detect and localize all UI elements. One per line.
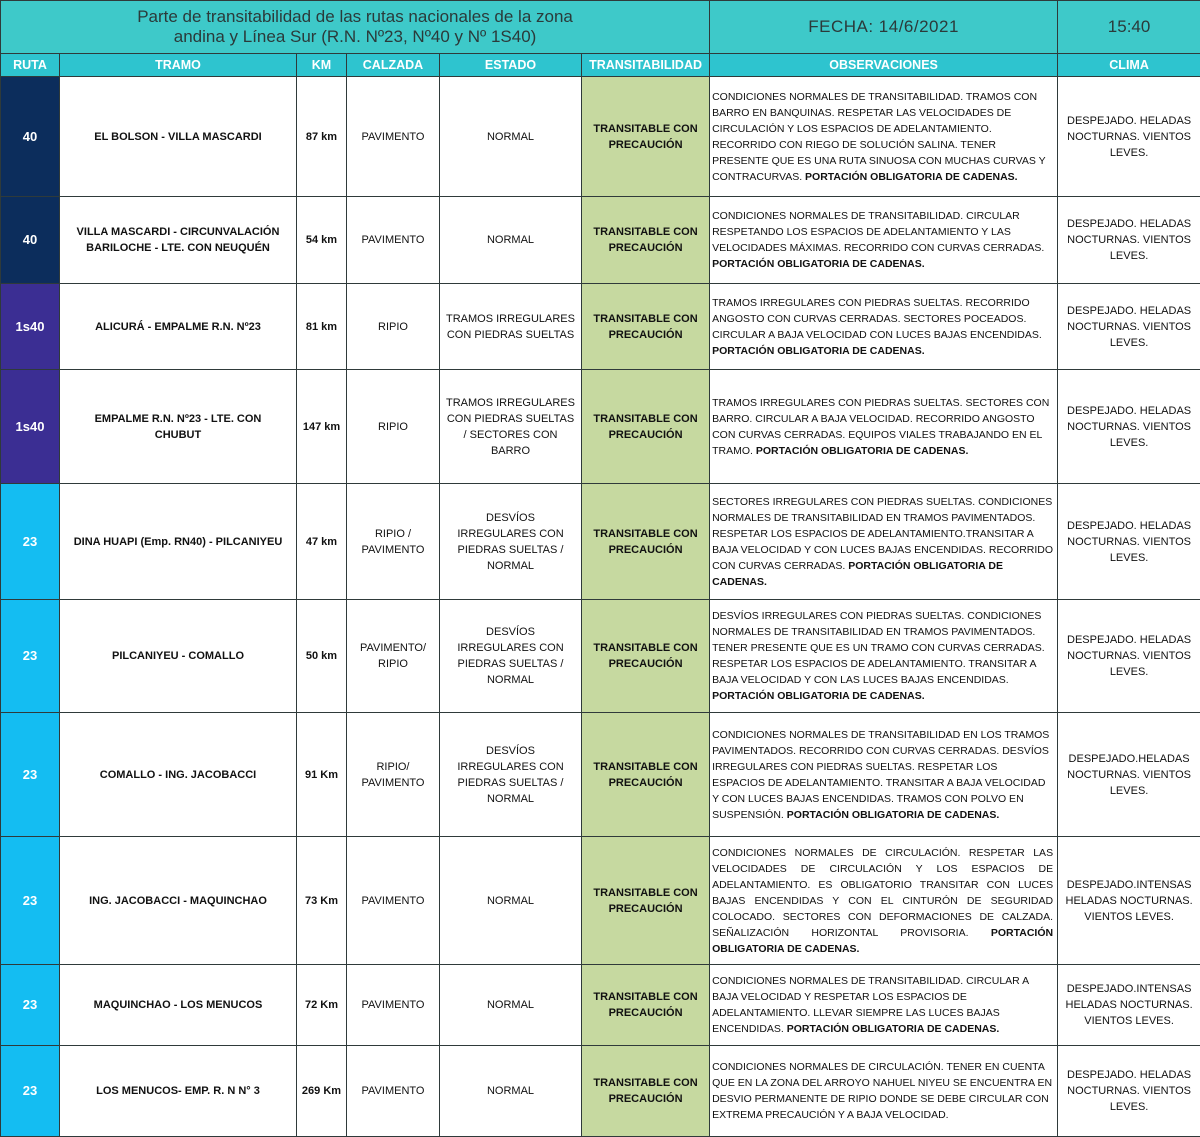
tramo-cell: ING. JACOBACCI - MAQUINCHAO [60,837,297,965]
observaciones-cell [710,600,1058,713]
table-row [1,1046,1200,1137]
observaciones-text: TRAMOS IRREGULARES CON PIEDRAS SUELTAS. SECTORES CON BARRO. CIRCULAR A BAJA VELOCIDAD. RECORRIDO ANGOSTO CON CURVAS CERRADAS. EQUIPOS VIALES TRABAJANDO EN EL TRAMO. [712,397,1049,457]
transitabilidad-cell: TRANSITABLE CON PRECAUCIÓN [582,600,710,713]
report-rows [1,77,1200,1137]
col-header-clima: CLIMA [1058,54,1200,77]
transitabilidad-cell: TRANSITABLE CON PRECAUCIÓN [582,484,710,600]
tramo-cell: DINA HUAPI (Emp. RN40) - PILCANIYEU [60,484,297,600]
clima-cell: DESPEJADO.INTENSAS HELADAS NOCTURNAS. VIENTOS LEVES. [1058,965,1200,1046]
col-header-observaciones: OBSERVACIONES [710,54,1058,77]
calzada-cell: RIPIO / PAVIMENTO [347,484,440,600]
table-row [1,713,1200,837]
km-cell: 91 Km [297,713,347,837]
report-time: 15:40 [1058,1,1200,54]
calzada-cell: PAVIMENTO/ RIPIO [347,600,440,713]
ruta-cell: 23 [1,713,60,837]
calzada-cell: PAVIMENTO [347,965,440,1046]
table-row [1,837,1200,965]
observaciones-text: TRAMOS IRREGULARES CON PIEDRAS SUELTAS. RECORRIDO ANGOSTO CON CURVAS CERRADAS. SECTORES POCEADOS. CIRCULAR A BAJA VELOCIDAD CON LUCES BAJAS ENCENDIDAS. [712,297,1042,341]
transitabilidad-cell: TRANSITABLE CON PRECAUCIÓN [582,965,710,1046]
calzada-cell: RIPIO [347,284,440,370]
tramo-cell: MAQUINCHAO - LOS MENUCOS [60,965,297,1046]
km-cell: 54 km [297,197,347,284]
observaciones-cell [710,837,1058,965]
estado-cell: NORMAL [440,77,582,197]
observaciones-cell [710,1046,1058,1137]
report-header [1,1,1200,54]
estado-cell: DESVÍOS IRREGULARES CON PIEDRAS SUELTAS / NORMAL [440,600,582,713]
transitabilidad-cell: TRANSITABLE CON PRECAUCIÓN [582,284,710,370]
tramo-cell: PILCANIYEU - COMALLO [60,600,297,713]
clima-cell: DESPEJADO. HELADAS NOCTURNAS. VIENTOS LEVES. [1058,284,1200,370]
estado-cell: NORMAL [440,837,582,965]
transitabilidad-cell: TRANSITABLE CON PRECAUCIÓN [582,1046,710,1137]
ruta-cell: 1s40 [1,284,60,370]
report-title-line1: Parte de transitabilidad de las rutas nacionales de la zona [137,7,573,26]
calzada-cell: RIPIO [347,370,440,484]
clima-cell: DESPEJADO. HELADAS NOCTURNAS. VIENTOS LEVES. [1058,197,1200,284]
observaciones-cell [710,370,1058,484]
transitabilidad-cell: TRANSITABLE CON PRECAUCIÓN [582,197,710,284]
estado-cell: TRAMOS IRREGULARES CON PIEDRAS SUELTAS / SECTORES CON BARRO [440,370,582,484]
tramo-cell: LOS MENUCOS- EMP. R. N N° 3 [60,1046,297,1137]
tramo-cell: EL BOLSON - VILLA MASCARDI [60,77,297,197]
table-row [1,370,1200,484]
observaciones-cell [710,197,1058,284]
clima-cell: DESPEJADO. HELADAS NOCTURNAS. VIENTOS LEVES. [1058,600,1200,713]
tramo-cell: COMALLO - ING. JACOBACCI [60,713,297,837]
estado-cell: NORMAL [440,197,582,284]
observaciones-text: DESVÍOS IRREGULARES CON PIEDRAS SUELTAS. CONDICIONES NORMALES DE TRANSITABILIDAD EN TRAMOS PAVIMENTADOS. TENER PRESENTE QUE ES UN TRAMO CON CURVAS CERRADAS. RESPETAR LOS ESPACIOS DE ADELANTAMIENTO. TRANSITAR A BAJA VELOCIDAD Y CON LAS LUCES BAJAS ENCENDIDAS. [712,610,1045,686]
observaciones-bold-text: PORTACIÓN OBLIGATORIA DE CADENAS. [787,1023,1000,1035]
table-row [1,965,1200,1046]
table-row [1,77,1200,197]
estado-cell: NORMAL [440,965,582,1046]
ruta-cell: 23 [1,1046,60,1137]
transitabilidad-cell: TRANSITABLE CON PRECAUCIÓN [582,77,710,197]
tramo-cell: VILLA MASCARDI - CIRCUNVALACIÓN BARILOCHE - LTE. CON NEUQUÉN [60,197,297,284]
observaciones-bold-text: PORTACIÓN OBLIGATORIA DE CADENAS. [712,690,925,702]
clima-cell: DESPEJADO. HELADAS NOCTURNAS. VIENTOS LEVES. [1058,77,1200,197]
estado-cell: DESVÍOS IRREGULARES CON PIEDRAS SUELTAS / NORMAL [440,484,582,600]
col-header-km: KM [297,54,347,77]
table-row [1,197,1200,284]
observaciones-cell [710,284,1058,370]
calzada-cell: PAVIMENTO [347,837,440,965]
ruta-cell: 40 [1,77,60,197]
estado-cell: NORMAL [440,1046,582,1137]
tramo-cell: ALICURÁ - EMPALME R.N. Nº23 [60,284,297,370]
table-row [1,484,1200,600]
ruta-cell: 1s40 [1,370,60,484]
km-cell: 50 km [297,600,347,713]
observaciones-bold-text: PORTACIÓN OBLIGATORIA DE CADENAS. [787,809,1000,821]
report-date: FECHA: 14/6/2021 [710,1,1058,54]
calzada-cell: PAVIMENTO [347,197,440,284]
clima-cell: DESPEJADO.HELADAS NOCTURNAS. VIENTOS LEVES. [1058,713,1200,837]
observaciones-cell [710,965,1058,1046]
observaciones-bold-text: PORTACIÓN OBLIGATORIA DE CADENAS. [712,560,1003,588]
observaciones-text: CONDICIONES NORMALES DE TRANSITABILIDAD EN LOS TRAMOS PAVIMENTADOS. RECORRIDO CON CURVAS CERRADAS. DESVÍOS IRREGULARES CON PIEDRAS SUELTAS. RESPETAR LOS ESPACIOS DE ADELANTAMIENTO. TRANSITAR A BAJA VELOCIDAD Y CON LUCES BAJAS ENCENDIDAS. TRAMOS CON POLVO EN SUSPENSIÓN. [712,729,1049,821]
table-row [1,284,1200,370]
clima-cell: DESPEJADO.INTENSAS HELADAS NOCTURNAS. VIENTOS LEVES. [1058,837,1200,965]
ruta-cell: 23 [1,837,60,965]
observaciones-cell [710,77,1058,197]
observaciones-text: CONDICIONES NORMALES DE TRANSITABILIDAD. CIRCULAR RESPETANDO LOS ESPACIOS DE ADELANTAMIENTO Y LAS VELOCIDADES MÁXIMAS. RECORRIDO CON CURVAS CERRADAS. [712,210,1044,254]
col-header-calzada: CALZADA [347,54,440,77]
report-title-line2: andina y Línea Sur (R.N. Nº23, Nº40 y Nº 1S40) [174,27,537,46]
calzada-cell: RIPIO/ PAVIMENTO [347,713,440,837]
ruta-cell: 23 [1,600,60,713]
km-cell: 73 Km [297,837,347,965]
km-cell: 269 Km [297,1046,347,1137]
observaciones-bold-text: PORTACIÓN OBLIGATORIA DE CADENAS. [756,445,969,457]
observaciones-cell [710,713,1058,837]
column-header-row [1,54,1200,77]
km-cell: 87 km [297,77,347,197]
tramo-cell: EMPALME R.N. Nº23 - LTE. CON CHUBUT [60,370,297,484]
col-header-tramo: TRAMO [60,54,297,77]
table-row [1,600,1200,713]
ruta-cell: 23 [1,965,60,1046]
km-cell: 147 km [297,370,347,484]
clima-cell: DESPEJADO. HELADAS NOCTURNAS. VIENTOS LEVES. [1058,484,1200,600]
calzada-cell: PAVIMENTO [347,1046,440,1137]
transitabilidad-cell: TRANSITABLE CON PRECAUCIÓN [582,370,710,484]
col-header-estado: ESTADO [440,54,582,77]
ruta-cell: 40 [1,197,60,284]
observaciones-text: CONDICIONES NORMALES DE CIRCULACIÓN. RESPETAR LAS VELOCIDADES DE CIRCULACIÓN Y LOS ESPACIOS DE ADELANTAMIENTO. ES OBLIGATORIO TRANSITAR CON LUCES BAJAS ENCENDIDAS Y CON EL CINTURÓN DE SEGURIDAD COLOCADO. SECTORES CON DEFORMACIONES DE CALZADA. SEÑALIZACIÓN HORIZONTAL PROVISORIA. [712,847,1053,939]
col-header-transitabilidad: TRANSITABILIDAD [582,54,710,77]
observaciones-text: CONDICIONES NORMALES DE CIRCULACIÓN. TENER EN CUENTA QUE EN LA ZONA DEL ARROYO NAHUEL NIYEU SE ENCUENTRA EN DESVIO PERMANENTE DE RIPIO DONDE SE DEBE CIRCULAR CON EXTREMA PRECAUCIÓN Y A BAJA VELOCIDAD. [712,1061,1052,1121]
observaciones-text: CONDICIONES NORMALES DE TRANSITABILIDAD. CIRCULAR A BAJA VELOCIDAD Y RESPETAR LOS ESPACIOS DE ADELANTAMIENTO. LLEVAR SIEMPRE LAS LUCES BAJAS ENCENDIDAS. [712,975,1028,1035]
observaciones-bold-text: PORTACIÓN OBLIGATORIA DE CADENAS. [805,171,1018,183]
observaciones-text: CONDICIONES NORMALES DE TRANSITABILIDAD. TRAMOS CON BARRO EN BANQUINAS. RESPETAR LAS VELOCIDADES DE CIRCULACIÓN Y LOS ESPACIOS DE ADELANTAMIENTO. RECORRIDO CON RIEGO DE SOLUCIÓN SALINA. TENER PRESENTE QUE ES UNA RUTA SINUOSA CON MUCHAS CURVAS Y CONTRACURVAS. [712,91,1045,183]
clima-cell: DESPEJADO. HELADAS NOCTURNAS. VIENTOS LEVES. [1058,370,1200,484]
calzada-cell: PAVIMENTO [347,77,440,197]
km-cell: 47 km [297,484,347,600]
ruta-cell: 23 [1,484,60,600]
observaciones-cell [710,484,1058,600]
clima-cell: DESPEJADO. HELADAS NOCTURNAS. VIENTOS LEVES. [1058,1046,1200,1137]
transitabilidad-cell: TRANSITABLE CON PRECAUCIÓN [582,713,710,837]
km-cell: 72 Km [297,965,347,1046]
observaciones-bold-text: PORTACIÓN OBLIGATORIA DE CADENAS. [712,258,925,270]
km-cell: 81 km [297,284,347,370]
report-title [1,1,710,54]
observaciones-text: SECTORES IRREGULARES CON PIEDRAS SUELTAS. CONDICIONES NORMALES DE TRANSITABILIDAD EN TRAMOS PAVIMENTADOS. RESPETAR LOS ESPACIOS DE ADELANTAMIENTO.TRANSITAR A BAJA VELOCIDAD Y CON LUCES BAJAS ENCENDIDAS. RECORRIDO CON CURVAS CERRADAS. [712,496,1053,572]
estado-cell: TRAMOS IRREGULARES CON PIEDRAS SUELTAS [440,284,582,370]
estado-cell: DESVÍOS IRREGULARES CON PIEDRAS SUELTAS / NORMAL [440,713,582,837]
observaciones-bold-text: PORTACIÓN OBLIGATORIA DE CADENAS. [712,927,1053,955]
observaciones-bold-text: PORTACIÓN OBLIGATORIA DE CADENAS. [712,345,925,357]
transitabilidad-cell: TRANSITABLE CON PRECAUCIÓN [582,837,710,965]
col-header-ruta: RUTA [1,54,60,77]
